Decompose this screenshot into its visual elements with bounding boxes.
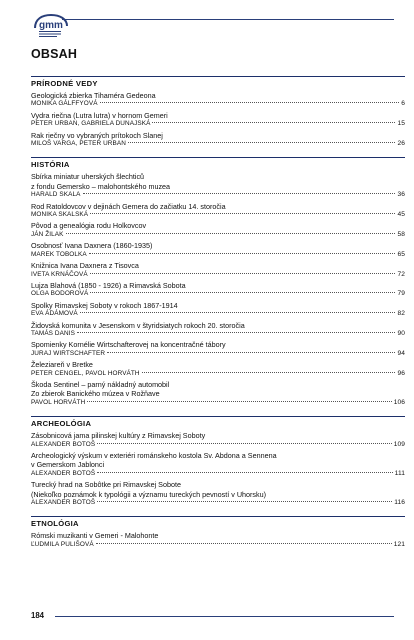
entry-title: Pôvod a genealógia rodu Holkovcov (31, 221, 147, 231)
entry-author: JÁN ŽILAK (31, 230, 64, 238)
toc-entry[interactable] (31, 281, 405, 299)
entry-page-number: 26 (397, 140, 405, 148)
author-line (31, 140, 405, 148)
toc-section (31, 76, 405, 148)
dot-leader (66, 233, 396, 234)
entry-page-number: 96 (397, 369, 405, 377)
section-heading: HISTÓRIA (31, 157, 405, 169)
entry-title: Spomienky Kornélie Wirtschafterovej na koncentračné tábory (31, 340, 226, 350)
toc-entry[interactable] (31, 360, 405, 378)
dot-leader (96, 543, 392, 544)
entry-page-number: 116 (394, 499, 405, 507)
toc-entry[interactable] (31, 301, 405, 319)
dot-leader (87, 401, 391, 402)
dot-leader (107, 352, 395, 353)
author-line (31, 350, 405, 358)
entry-title: Turecký hrad na Sobôtke pri Rimavskej Sobote (Niekoľko poznámok k typológii a významu tureckých pevností v Uhorsku) (31, 480, 266, 499)
dot-leader (80, 312, 396, 313)
entry-author: MILOŠ VARGA, PETER URBAN (31, 140, 126, 148)
table-of-contents (31, 76, 405, 558)
toc-entry[interactable] (31, 131, 405, 149)
toc-entry[interactable] (31, 480, 405, 507)
dot-leader (97, 472, 392, 473)
dot-leader (142, 372, 396, 373)
entry-page-number: 111 (394, 469, 405, 477)
entry-page-number: 58 (397, 230, 405, 238)
author-line (31, 541, 405, 549)
author-line (31, 251, 405, 259)
entry-author: MONIKA GÁLFFYOVÁ (31, 100, 98, 108)
section-heading: ETNOLÓGIA (31, 516, 405, 528)
toc-entry[interactable] (31, 172, 405, 199)
author-line (31, 441, 405, 449)
entry-title: Geologická zbierka Tihaméra Gedeona (31, 91, 156, 100)
entry-author: HARALD SKALA (31, 191, 81, 199)
toc-entry[interactable] (31, 221, 405, 239)
entry-page-number: 79 (397, 290, 405, 298)
author-line (31, 370, 405, 378)
toc-section (31, 416, 405, 507)
entry-author: MONIKA SKALSKÁ (31, 211, 89, 219)
toc-entry[interactable] (31, 321, 405, 339)
toc-entry[interactable] (31, 340, 405, 358)
entry-title: Osobnosť Ivana Daxnera (1860-1935) (31, 241, 153, 251)
entry-page-number: 15 (397, 120, 405, 128)
entry-page-number: 72 (397, 270, 405, 278)
section-heading: ARCHEOLÓGIA (31, 416, 405, 428)
toc-entry[interactable] (31, 431, 405, 449)
toc-entry[interactable] (31, 202, 405, 220)
entry-title: Škoda Sentinel – parný nákladný automobil Zo zbierok Banického múzea v Rožňave (31, 379, 170, 399)
section-heading: PRÍRODNÉ VEDY (31, 76, 405, 88)
entry-author: ALEXANDER BOTOŠ (31, 440, 96, 448)
entry-page-number: 36 (397, 191, 405, 199)
entry-page-number: 82 (397, 310, 405, 318)
entry-page-number: 109 (393, 440, 405, 448)
entry-title: Zásobnicová jama pilinskej kultúry z Rimavskej Soboty (31, 431, 206, 441)
author-line (31, 470, 405, 478)
toc-entry[interactable] (31, 451, 405, 478)
entry-page-number: 121 (393, 540, 405, 548)
author-line (31, 100, 405, 108)
author-line (31, 399, 405, 407)
header-rule (62, 19, 394, 20)
dot-leader (128, 142, 395, 143)
entry-author: PAVOL HORVÁTH (31, 398, 86, 406)
dot-leader (90, 292, 395, 293)
dot-leader (83, 193, 396, 194)
entry-title: Archeologický výskum v exteriéri románskeho kostola Sv. Abdona a Sennena v Gemerskom Jablonci (31, 451, 277, 470)
entry-author: ĽUDMILA PULIŠOVÁ (31, 540, 94, 548)
dot-leader (97, 501, 392, 502)
entry-author: ALEXANDER BOTOŠ (31, 469, 96, 477)
dot-leader (100, 102, 400, 103)
toc-section (31, 157, 405, 407)
entry-title: Lujza Blahová (1850 - 1926) a Rimavská Sobota (31, 280, 186, 290)
author-line (31, 310, 405, 318)
entry-page-number: 106 (393, 398, 405, 406)
entry-author: ALEXANDER BOTOŠ (31, 499, 96, 507)
dot-leader (90, 273, 396, 274)
dot-leader (90, 213, 395, 214)
entry-page-number: 6 (401, 100, 405, 108)
entry-title: Rómski muzikanti v Gemeri - Malohonte (31, 531, 159, 541)
entry-title: Vydra riečna (Lutra lutra) v hornom Gemeri (31, 110, 168, 120)
entry-title: Rod Ratoldovcov v dejinách Gemera do začiatku 14. storočia (31, 201, 226, 211)
entry-page-number: 45 (397, 211, 405, 219)
toc-entry[interactable] (31, 91, 405, 109)
dot-leader (152, 122, 395, 123)
author-line (31, 191, 405, 199)
entry-title: Sbírka miniatur uherských šlechticů z fondu Gemersko – malohontského muzea (31, 172, 171, 191)
entry-author: IVETA KRNÁČOVÁ (31, 270, 88, 278)
entry-page-number: 65 (397, 250, 405, 258)
entry-title: Knižnica Ivana Daxnera z Tisovca (31, 261, 139, 271)
entry-title: Židovská komunita v Jesenskom v štyridsiatych rokoch 20. storočia (31, 320, 245, 330)
dot-leader (89, 253, 396, 254)
entry-title: Rak riečny vo vybraných prítokoch Slanej (31, 130, 163, 140)
author-line (31, 499, 405, 507)
author-line (31, 330, 405, 338)
author-line (31, 211, 405, 219)
dot-leader (77, 332, 396, 333)
dot-leader (97, 443, 391, 444)
toc-entry[interactable] (31, 380, 405, 407)
entry-page-number: 90 (397, 329, 405, 337)
author-line (31, 271, 405, 279)
entry-author: JURAJ WIRTSCHAFTER (31, 349, 106, 357)
entry-author: PETER URBAN, GABRIELA DUNAJSKÁ (31, 120, 151, 128)
entry-author: OLGA BODOROVÁ (31, 290, 89, 298)
toc-entry[interactable] (31, 531, 405, 549)
entry-title: Železiareň v Bretke (31, 360, 93, 370)
author-line (31, 290, 405, 298)
entry-author: MAREK TOBOLKA (31, 250, 87, 258)
page-title: OBSAH (31, 47, 78, 61)
footer-rule (55, 616, 394, 617)
svg-text:gmm: gmm (39, 20, 63, 31)
page-number: 184 (31, 611, 45, 620)
author-line (31, 120, 405, 128)
entry-author: TAMÁS DANIS (31, 329, 75, 337)
toc-entry[interactable] (31, 111, 405, 129)
entry-page-number: 94 (397, 349, 405, 357)
author-line (31, 231, 405, 239)
toc-section (31, 516, 405, 549)
toc-entry[interactable] (31, 241, 405, 259)
museum-logo-icon (31, 13, 71, 41)
toc-entry[interactable] (31, 261, 405, 279)
entry-title: Spolky Rimavskej Soboty v rokoch 1867-1914 (31, 300, 178, 310)
entry-author: PETER CENGEL, PAVOL HORVÁTH (31, 369, 140, 377)
entry-author: EVA ÁDÁMOVÁ (31, 310, 78, 318)
